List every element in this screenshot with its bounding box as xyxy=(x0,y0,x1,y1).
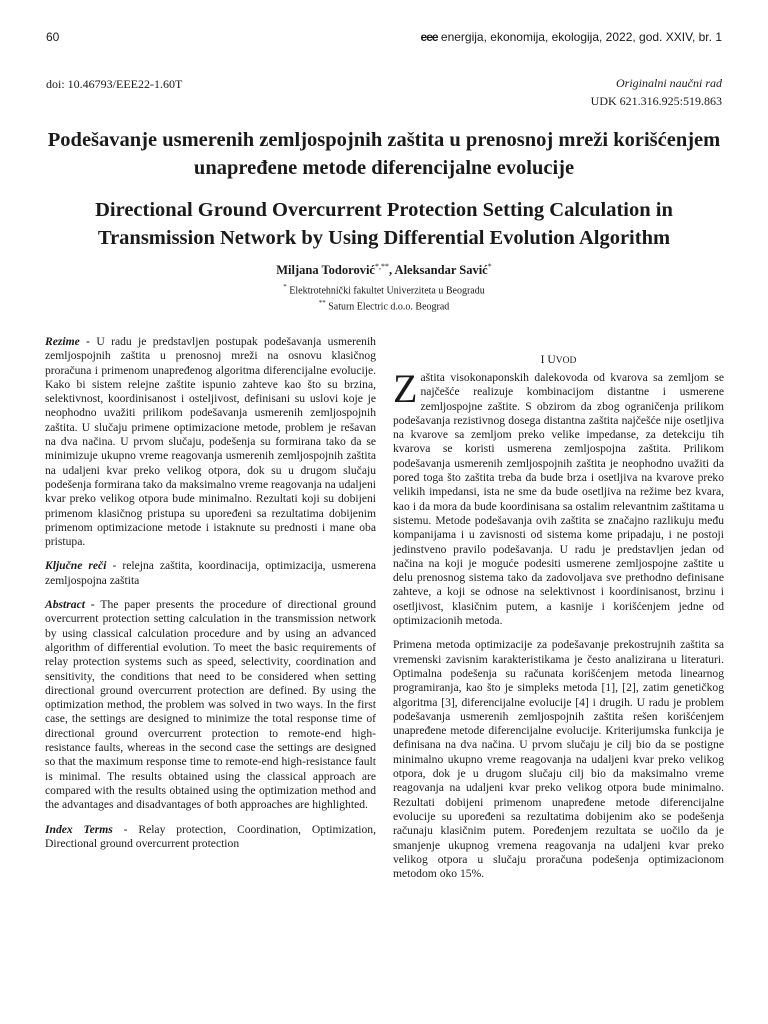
affiliation-2: ** Saturn Electric d.o.o. Beograd xyxy=(318,299,450,313)
intro-text-2: Primena metoda optimizacije za podešavanje prekostrujnih zaštita sa vremenski zavisnim karakteristikama je često analizirana u literaturi. Optimalna podešenja su računata korišćenjem metoda linearnog programiranja, kao što je simpleks metoda [1], [2], zatim genetičkog algoritma [3], diferencijalne evolucije [4] i drugih. U radu je problem podešavanja usmerenih zemljospojnih zaštita rešen korišćenjem unapređene metode diferencijalne evolucije. Kriterijumska funkcija je definisana na dva načina. U prvom slučaju je cilj bio da se postigne minimalno ukupno vreme reagovanja na udaljeni kvar preko velikog otpora, dok je u drugom slučaju cilj bio da maksimalno vreme reagovanja na udaljeni kvar preko velikog otpora bude minimalno. Rezultati dobijeni primenom unapređene metode diferencijalne evolucije su upoređeni sa rezultatima dobijenim ako se podešenja računaju klasičnim putem. Poređenjem rezultata se uočilo da je smanjenje ukupnog vremena reagovanja na udaljeni kvar preko velikog otpora u slučaju proračuna podešenja optimizacionom metodom oko 15%. xyxy=(393,638,724,881)
udk-code: UDK 621.316.925:519.863 xyxy=(590,94,722,108)
title-english: Directional Ground Overcurrent Protection Setting Calculation in Transmission Network by Using Differential Evolution Algorithm xyxy=(95,199,673,249)
right-column xyxy=(393,353,724,891)
author-2: Aleksandar Savić xyxy=(394,263,488,278)
keywords-paragraph xyxy=(45,559,376,588)
index-terms-paragraph xyxy=(45,823,376,852)
title-serbian: Podešavanje usmerenih zemljospojnih zaštita u prenosnoj mreži korišćenjem unapređene metode diferencijalne evolucije xyxy=(47,129,721,179)
authors xyxy=(40,262,728,278)
keywords-label: Ključne reči xyxy=(45,559,107,573)
abstract-text: The paper presents the procedure of directional ground overcurrent protection setting calculation in the transmission network by using classical calculation procedure and by using an advanced algorithm of differential evolution. To meet the basic requirements of relay protection systems such as speed, selectivity, coordination and sensitivity, the conditions that need to be considered when setting directional ground overcurrent protection are defined. By using the optimization method, the problem was solved in two ways. In the first case, the settings are designed to minimize the total response time of directional ground overcurrent protection to remote-end high-resistance faults, whereas in the second case the settings are designed so that the maximum response time to remote-end high-resistance fault is minimal. The results obtained using the classical approach are compared with the results obtained using the optimization method and the advantages and disadvantages of both approaches are highlighted. xyxy=(45,598,376,812)
intro-paragraph-1 xyxy=(393,366,724,628)
index-terms-label: Index Terms xyxy=(45,822,113,836)
left-column xyxy=(45,335,376,861)
author-2-marks: * xyxy=(487,262,492,271)
author-1: Miljana Todorović xyxy=(276,263,375,278)
page-header xyxy=(46,30,722,46)
journal-logo: eee xyxy=(420,30,438,44)
abstract-paragraph xyxy=(45,598,376,812)
journal-name: energija, ekonomija, ekologija, 2022, god. XXIV, br. 1 xyxy=(440,30,722,44)
rezime-label: Rezime - xyxy=(45,335,90,348)
author-1-marks: *,** xyxy=(374,262,389,271)
affiliations xyxy=(40,281,728,314)
drop-cap: Z xyxy=(393,366,418,411)
author-separator: , xyxy=(388,263,395,278)
intro-paragraph-2 xyxy=(393,638,724,881)
doi: doi: 10.46793/EEE22-1.60T xyxy=(46,77,183,91)
article-type: Originalni naučni rad xyxy=(615,76,722,90)
rezime-text: U radu je predstavljen postupak podešavanja usmerenih zemljospojnih zaštita u prenosnoj mreži na osnovu klasičnog proračuna i primenom unapređenog algoritma diferencijalne evolucije. Kako bi sistem relejne zaštite ispunio zahteve kao što su brzina, selektivnost, koordinisanost i osteljivost, definisani su uslovi koje je neophodno uvažiti prilikom podešavanja usmerenih zemljospojnih zaštita. U slučaju primene optimizacione metode, problem je rešavan na dva načina. U prvom slučaju, podešenja su formirana tako da se minimizuje ukupno vreme reagovanja usmerenih zemljospojnih zaštita na udaljeni kvar preko velikog otpora, dok su u drugom slučaju podešenja formirana tako da maksimalno vreme reagovanja na udaljeni kvar preko velikog otpora bude minimalno. Rezultati koji su dobijeni primenom klasičnog pristupa su upoređeni sa rezultatima dobijenim primenom optimizacione metode i istaknute su prednosti i mane oba pristupa. xyxy=(45,335,376,549)
section-heading: I UVOD xyxy=(540,353,577,366)
index-terms-text: - Relay protection, Coordination, Optimization, Directional ground overcurrent protection xyxy=(45,822,376,850)
abstract-label: Abstract - xyxy=(45,598,95,612)
keywords-text: - relejna zaštita, koordinacija, optimizacija, usmerena zemljospojna zaštita xyxy=(45,559,376,587)
page-number: 60 xyxy=(46,30,60,44)
intro-text-1: aštita visokonaponskih dalekovoda od kvarova sa zemljom se najčešće realizuje kombinacijom distantne i usmerene zemljospojne zaštite. S obzirom da zbog ograničenja prilikom podešavanja rezistivnog dosega distantna zaštita najčešće nije osetljiva na kvarove sa zemljom preko velike impedanse, za detekciju tih kvarova se koristi usmerena zemljospojna zaštita. Prilikom podešavanja usmerenih zemljospojnih zaštita je neophodno uvažiti da pored toga što zaštita treba da bude brza i osetljiva na kvarove preko velikih impedansi, ista ne sme da bude osetljiva na režime bez kvara, kao i da mora da bude koordinisana sa ostalim relevantnim zaštitama u sistemu. Metode podešavanja ovih zaštita se značajno razlikuju među kompanijama i u zavisnosti od sistema kome pripadaju, i ne postoji jedinstveno pravilo podešavanja. U radu je predstavljen jedan od načina na koji je moguće podesiti usmerene zemljospojne zaštite u delu prenosnog sistema tako da zadovoljava sve prethodno definisane zahteve, a koji se odnose na selektivnost i koordinisanost, brzinu i osetljivost, klasičnim putem, a kasnije i korišćenjem jedne od optimizacionih metoda. xyxy=(393,371,724,628)
affiliation-1: * Elektrotehnički fakultet Univerziteta u Beogradu xyxy=(283,283,485,297)
journal-reference xyxy=(421,30,722,44)
rezime-paragraph xyxy=(45,335,376,549)
article-meta xyxy=(46,76,722,112)
